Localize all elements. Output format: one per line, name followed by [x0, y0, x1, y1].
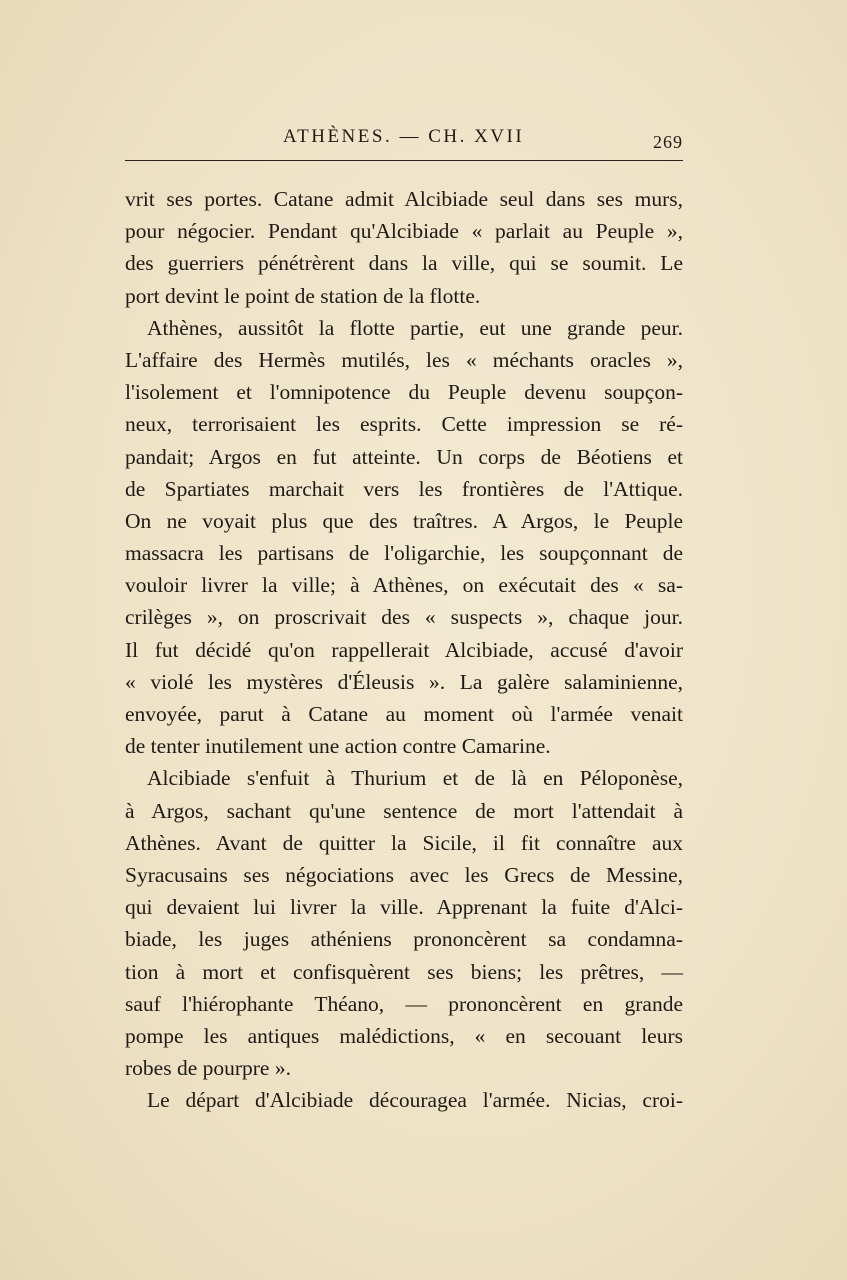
text-line: « violé les mystères d'Éleusis ». La galère salaminienne, — [125, 669, 683, 694]
text-line: pandait; Argos en fut atteinte. Un corps de Béotiens et — [125, 444, 683, 469]
text-line: des guerriers pénétrèrent dans la ville, qui se soumit. Le — [125, 251, 683, 276]
text-line: massacra les partisans de l'oligarchie, les soupçonnant de — [125, 541, 683, 566]
text-line: Athènes. Avant de quitter la Sicile, il fit connaître aux — [125, 830, 683, 855]
header-rule — [125, 160, 683, 161]
text-line: envoyée, parut à Catane au moment où l'armée venait — [125, 702, 683, 726]
text-line: L'affaire des Hermès mutilés, les « méchants oracles », — [125, 347, 683, 372]
text-line: pompe les antiques malédictions, « en secouant leurs — [125, 1023, 683, 1048]
text-line: robes de pourpre ». — [125, 1056, 291, 1081]
text-line: pour négocier. Pendant qu'Alcibiade « parlait au Peuple », — [125, 219, 683, 244]
text-line: vrit ses portes. Catane admit Alcibiade seul dans ses murs, — [125, 187, 683, 211]
text-line: Le départ d'Alcibiade découragea l'armée. Nicias, croi- — [147, 1088, 683, 1113]
text-line: qui devaient lui livrer la ville. Apprenant la fuite d'Alci- — [125, 895, 683, 920]
text-line: biade, les juges athéniens prononcèrent sa condamna- — [125, 927, 683, 952]
text-line: On ne voyait plus que des traîtres. A Argos, le Peuple — [125, 508, 683, 533]
text-line: à Argos, sachant qu'une sentence de mort l'attendait à — [125, 798, 683, 823]
text-line: neux, terrorisaient les esprits. Cette impression se ré- — [125, 412, 683, 437]
running-title: ATHÈNES. — CH. XVII — [283, 126, 525, 147]
text-line: Athènes, aussitôt la flotte partie, eut une grande peur. — [147, 315, 683, 340]
text-line: crilèges », on proscrivait des « suspects », chaque jour. — [125, 605, 683, 630]
page-number: 269 — [653, 132, 683, 152]
body-text — [125, 183, 683, 1116]
text-line: sauf l'hiérophante Théano, — prononcèrent en grande — [125, 991, 683, 1016]
text-line: l'isolement et l'omnipotence du Peuple devenu soupçon- — [125, 380, 683, 405]
text-line: de Spartiates marchait vers les frontières de l'Attique. — [125, 476, 683, 501]
text-line: Il fut décidé qu'on rappellerait Alcibiade, accusé d'avoir — [125, 637, 683, 662]
text-line: vouloir livrer la ville; à Athènes, on exécutait des « sa- — [125, 573, 683, 598]
text-line: de tenter inutilement une action contre Camarine. — [125, 734, 551, 759]
running-header — [125, 124, 685, 154]
text-line: port devint le point de station de la flotte. — [125, 283, 481, 308]
text-line: Alcibiade s'enfuit à Thurium et de là en Péloponèse, — [147, 766, 683, 791]
text-line: Syracusains ses négociations avec les Grecs de Messine, — [125, 862, 683, 887]
text-line: tion à mort et confisquèrent ses biens; les prêtres, — — [125, 959, 683, 984]
